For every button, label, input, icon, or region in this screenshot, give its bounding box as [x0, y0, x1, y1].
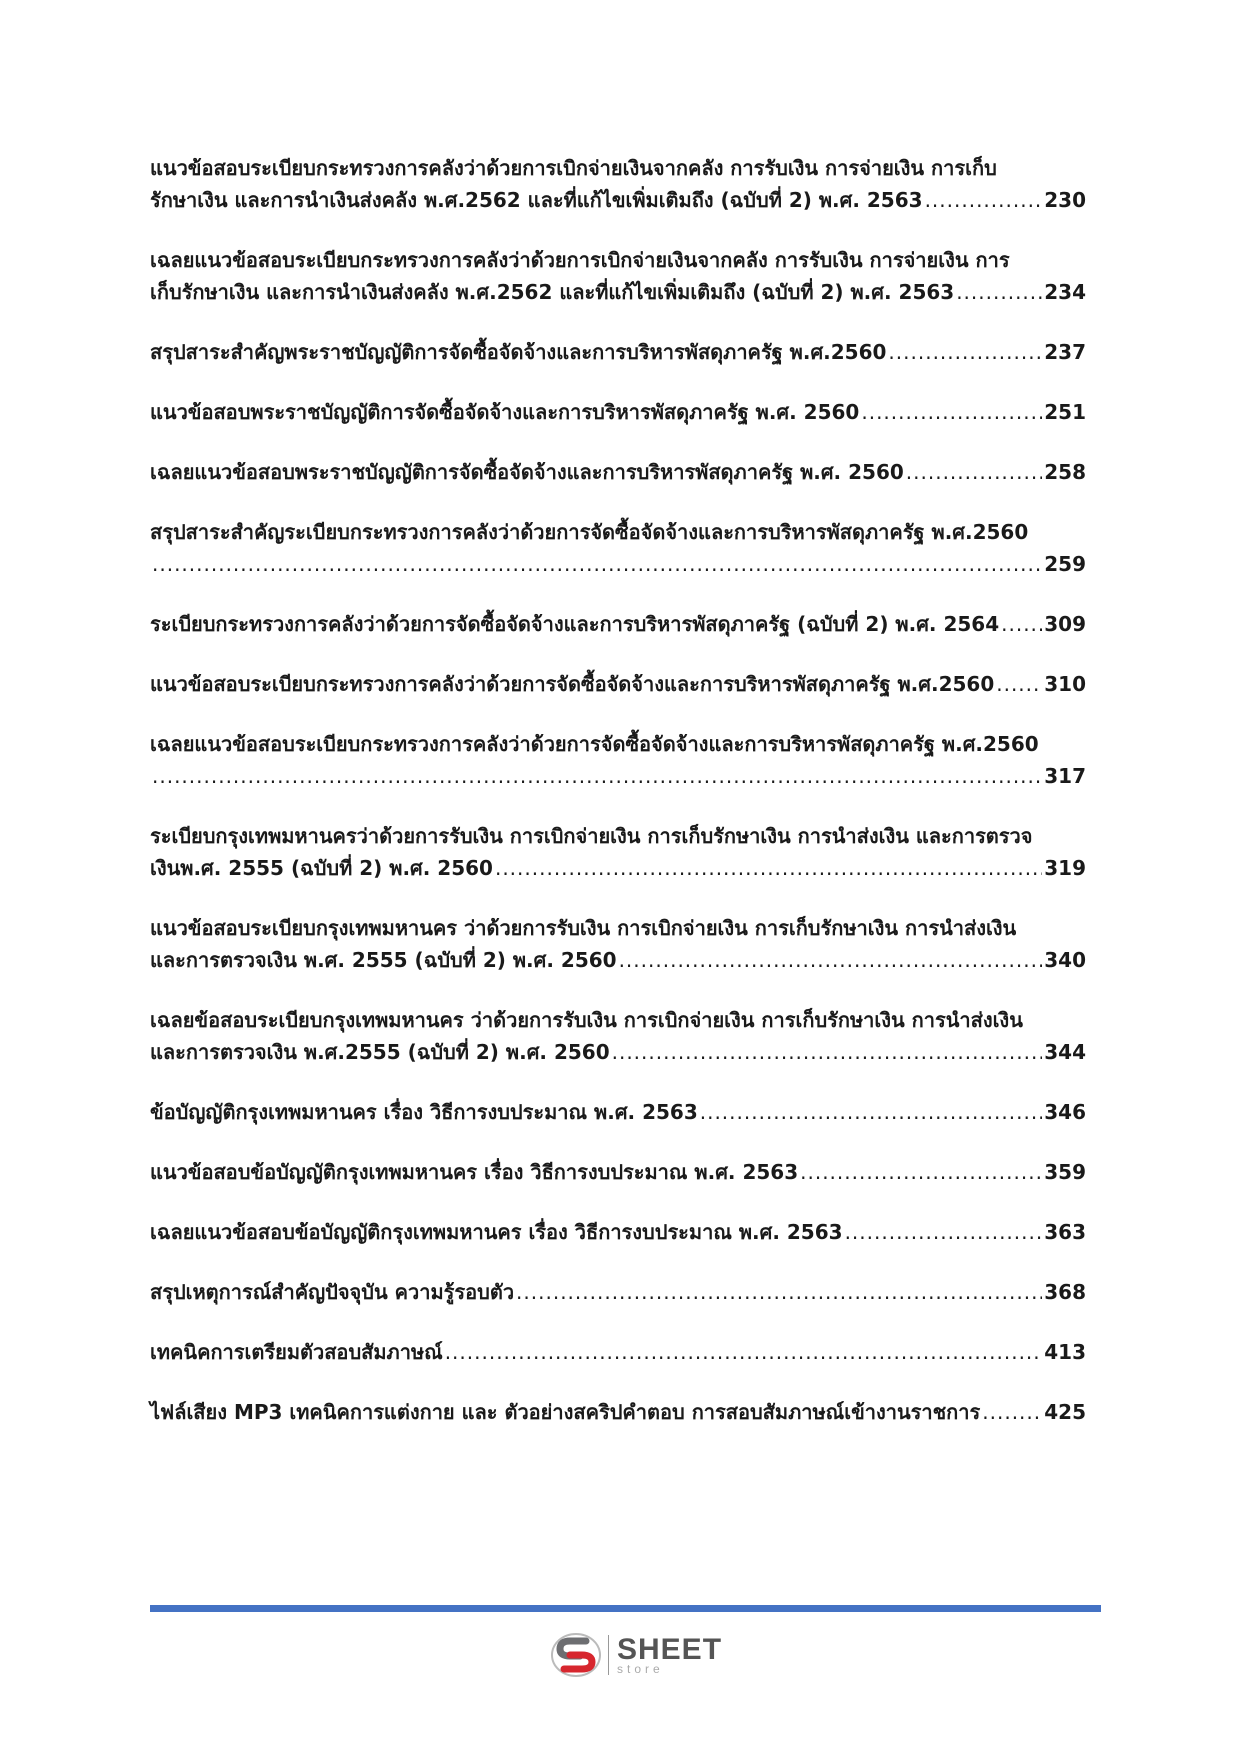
toc-entry-title-line: แนวข้อสอบระเบียบกระทรวงการคลังว่าด้วยการเบิกจ่ายเงินจากคลัง การรับเงิน การจ่ายเงิน การเก็บ — [150, 156, 997, 180]
toc-page-number: 319 — [1044, 856, 1086, 880]
toc-entry-title: รักษาเงิน และการนำเงินส่งคลัง พ.ศ.2562 และที่แก้ไขเพิ่มเติมถึง (ฉบับที่ 2) พ.ศ. 2563 — [150, 188, 923, 212]
logo-s-icon — [550, 1631, 602, 1679]
footer-divider — [150, 1605, 1101, 1612]
toc-dot-leader — [861, 396, 1042, 428]
toc-dot-leader — [152, 760, 1042, 792]
toc-page-number: 346 — [1044, 1100, 1086, 1124]
toc-page-number: 368 — [1044, 1280, 1086, 1304]
toc-entry-title: แนวข้อสอบระเบียบกระทรวงการคลังว่าด้วยการจัดซื้อจัดจ้างและการบริหารพัสดุภาครัฐ พ.ศ.2560 — [150, 672, 995, 696]
toc-entry-title: ข้อบัญญัติกรุงเทพมหานคร เรื่อง วิธีการงบประมาณ พ.ศ. 2563 — [150, 1100, 698, 1124]
toc-entry-title: เฉลยแนวข้อสอบข้อบัญญัติกรุงเทพมหานคร เรื่อง วิธีการงบประมาณ พ.ศ. 2563 — [150, 1220, 843, 1244]
toc-dot-leader — [445, 1336, 1043, 1368]
table-of-contents — [150, 152, 1086, 1456]
toc-page-number: 340 — [1044, 948, 1086, 972]
toc-dot-leader — [612, 1036, 1043, 1068]
toc-entry-title-line: ระเบียบกรุงเทพมหานครว่าด้วยการรับเงิน การเบิกจ่ายเงิน การเก็บรักษาเงิน การนำส่งเงิน และการตรวจ — [150, 824, 1033, 848]
logo-brand-text: SHEET — [617, 1633, 723, 1666]
toc-dot-leader — [152, 548, 1042, 580]
toc-dot-leader — [619, 944, 1043, 976]
toc-entry-title: และการตรวจเงิน พ.ศ.2555 (ฉบับที่ 2) พ.ศ. 2560 — [150, 1040, 610, 1064]
toc-entry-title: แนวข้อสอบข้อบัญญัติกรุงเทพมหานคร เรื่อง วิธีการงบประมาณ พ.ศ. 2563 — [150, 1160, 799, 1184]
toc-page-number: 359 — [1044, 1160, 1086, 1184]
toc-page-number: 317 — [1044, 764, 1086, 788]
toc-entry[interactable] — [150, 1216, 1086, 1248]
toc-dot-leader — [1001, 608, 1042, 640]
toc-entry[interactable] — [150, 152, 1086, 216]
toc-entry[interactable] — [150, 1276, 1086, 1308]
toc-entry[interactable] — [150, 1336, 1086, 1368]
toc-entry-title-line: เฉลยแนวข้อสอบระเบียบกระทรวงการคลังว่าด้วยการเบิกจ่ายเงินจากคลัง การรับเงิน การจ่ายเงิน การ — [150, 248, 1010, 272]
toc-page-number: 413 — [1044, 1340, 1086, 1364]
toc-page-number: 251 — [1044, 400, 1086, 424]
toc-entry[interactable] — [150, 456, 1086, 488]
toc-dot-leader — [516, 1276, 1042, 1308]
toc-dot-leader — [700, 1096, 1043, 1128]
toc-dot-leader — [495, 852, 1042, 884]
toc-dot-leader — [888, 336, 1042, 368]
toc-entry-title-line: เฉลยข้อสอบระเบียบกรุงเทพมหานคร ว่าด้วยการรับเงิน การเบิกจ่ายเงิน การเก็บรักษาเงิน การนำส่งเงิน — [150, 1008, 1023, 1032]
toc-entry-title: และการตรวจเงิน พ.ศ. 2555 (ฉบับที่ 2) พ.ศ. 2560 — [150, 948, 617, 972]
toc-entry[interactable] — [150, 820, 1086, 884]
toc-page-number: 237 — [1044, 340, 1086, 364]
toc-dot-leader — [982, 1396, 1042, 1428]
toc-entry-title: แนวข้อสอบพระราชบัญญัติการจัดซื้อจัดจ้างและการบริหารพัสดุภาครัฐ พ.ศ. 2560 — [150, 400, 860, 424]
toc-page-number: 344 — [1044, 1040, 1086, 1064]
toc-entry-title: เทคนิคการเตรียมตัวสอบสัมภาษณ์ — [150, 1340, 443, 1364]
toc-entry[interactable] — [150, 668, 1086, 700]
toc-page-number: 230 — [1044, 188, 1086, 212]
toc-entry[interactable] — [150, 516, 1086, 580]
toc-page-number: 363 — [1044, 1220, 1086, 1244]
toc-page-number: 425 — [1044, 1400, 1086, 1424]
toc-page-number: 259 — [1044, 552, 1086, 576]
toc-dot-leader — [925, 184, 1043, 216]
toc-page-number: 310 — [1044, 672, 1086, 696]
toc-entry[interactable] — [150, 1156, 1086, 1188]
toc-entry[interactable] — [150, 396, 1086, 428]
toc-entry-title: ไฟล์เสียง MP3 เทคนิคการแต่งกาย และ ตัวอย่างสคริปคำตอบ การสอบสัมภาษณ์เข้างานราชการ — [150, 1400, 981, 1424]
toc-page-number: 258 — [1044, 460, 1086, 484]
toc-entry-title: เก็บรักษาเงิน และการนำเงินส่งคลัง พ.ศ.2562 และที่แก้ไขเพิ่มเติมถึง (ฉบับที่ 2) พ.ศ. 2563 — [150, 280, 955, 304]
toc-entry[interactable] — [150, 608, 1086, 640]
toc-entry[interactable] — [150, 336, 1086, 368]
toc-entry-title: ระเบียบกระทรวงการคลังว่าด้วยการจัดซื้อจัดจ้างและการบริหารพัสดุภาครัฐ (ฉบับที่ 2) พ.ศ. 2564 — [150, 612, 1000, 636]
toc-entry[interactable] — [150, 1004, 1086, 1068]
logo-separator — [608, 1635, 609, 1675]
toc-dot-leader — [956, 276, 1042, 308]
toc-entry[interactable] — [150, 1396, 1086, 1428]
toc-entry-title: เฉลยแนวข้อสอบพระราชบัญญัติการจัดซื้อจัดจ้างและการบริหารพัสดุภาครัฐ พ.ศ. 2560 — [150, 460, 904, 484]
toc-entry[interactable] — [150, 728, 1086, 792]
toc-entry-title: เงินพ.ศ. 2555 (ฉบับที่ 2) พ.ศ. 2560 — [150, 856, 493, 880]
toc-entry-title-line: แนวข้อสอบระเบียบกรุงเทพมหานคร ว่าด้วยการรับเงิน การเบิกจ่ายเงิน การเก็บรักษาเงิน การนำส่งเงิน — [150, 916, 1017, 940]
toc-dot-leader — [845, 1216, 1043, 1248]
toc-entry[interactable] — [150, 912, 1086, 976]
toc-dot-leader — [996, 668, 1042, 700]
toc-dot-leader — [800, 1156, 1042, 1188]
toc-entry-title: สรุปสาระสำคัญพระราชบัญญัติการจัดซื้อจัดจ้างและการบริหารพัสดุภาครัฐ พ.ศ.2560 — [150, 340, 887, 364]
sheet-store-logo — [550, 1630, 730, 1680]
toc-page-number: 309 — [1044, 612, 1086, 636]
toc-page-number: 234 — [1044, 280, 1086, 304]
toc-entry-title: สรุปเหตุการณ์สำคัญปัจจุบัน ความรู้รอบตัว — [150, 1280, 515, 1304]
toc-entry-title-line: สรุปสาระสำคัญระเบียบกระทรวงการคลังว่าด้วยการจัดซื้อจัดจ้างและการบริหารพัสดุภาครัฐ พ.ศ.2560 — [150, 520, 1029, 544]
toc-dot-leader — [906, 456, 1042, 488]
logo-brand-subtext: store — [617, 1662, 664, 1676]
toc-entry[interactable] — [150, 1096, 1086, 1128]
toc-entry-title-line: เฉลยแนวข้อสอบระเบียบกระทรวงการคลังว่าด้วยการจัดซื้อจัดจ้างและการบริหารพัสดุภาครัฐ พ.ศ.2560 — [150, 732, 1039, 756]
toc-entry[interactable] — [150, 244, 1086, 308]
